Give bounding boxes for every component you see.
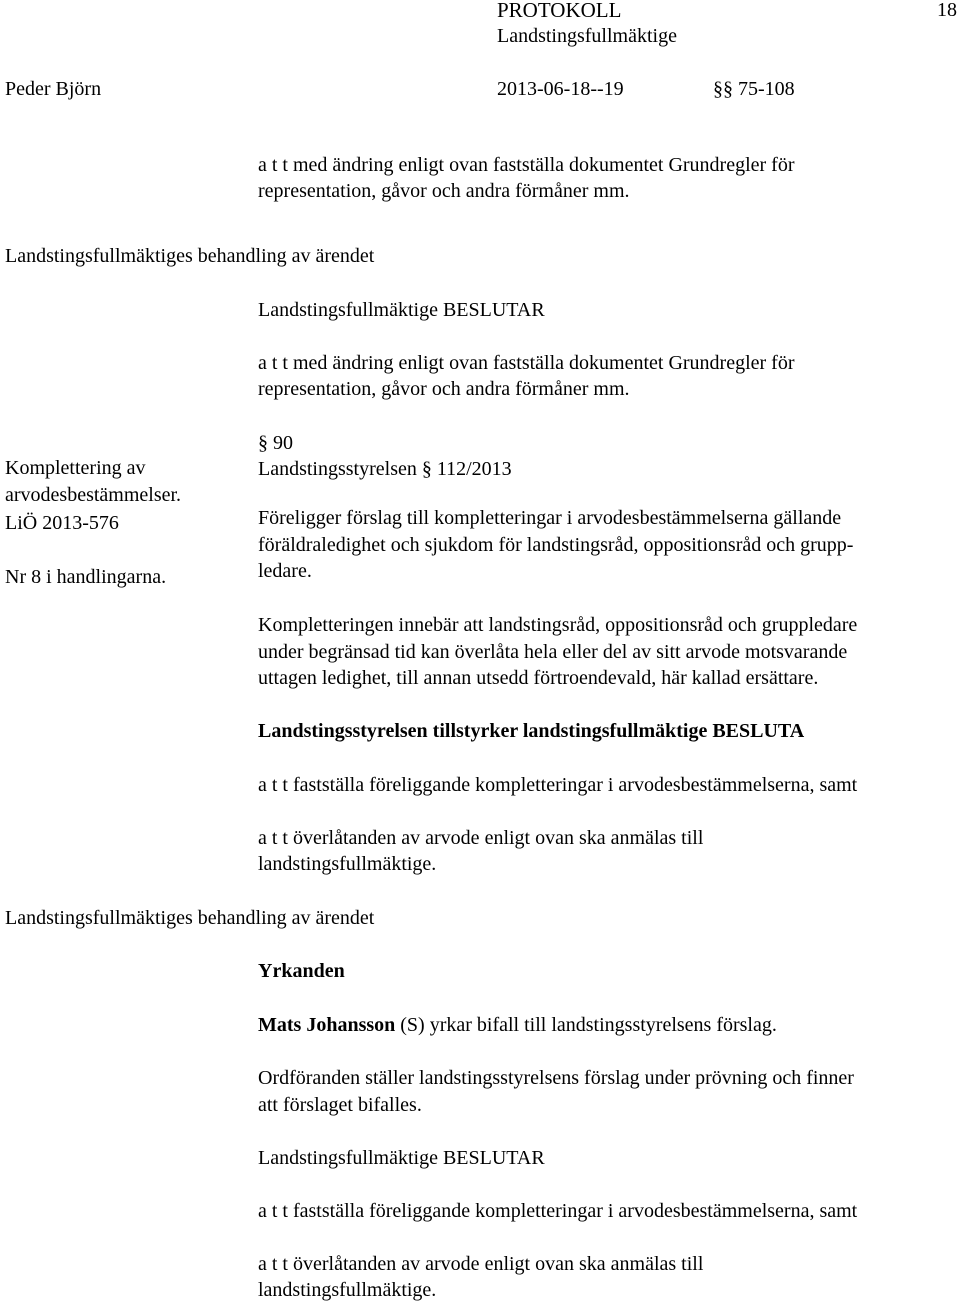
motion-text: (S) yrkar bifall till landstingsstyrelsens förslag. [395, 1014, 777, 1036]
handling-heading: Landstingsfullmäktiges behandling av ärendet [5, 907, 375, 929]
prev-att-decision-line: representation, gåvor och andra förmåner mm. [258, 378, 630, 400]
prev-att-decision-line: a t t med ändring enligt ovan fastställa dokumentet Grundregler för [258, 352, 795, 374]
section-number: § 90 [258, 432, 293, 454]
intro-paragraph-line: föräldraledighet och sjukdom för landstingsråd, oppositionsråd och grupp- [258, 534, 854, 556]
margin-note-attachment: Nr 8 i handlingarna. [5, 566, 167, 588]
chair-paragraph-line: att förslaget bifalles. [258, 1094, 422, 1116]
decision-att-clause: a t t fastställa föreliggande kompletteringar i arvodesbestämmelserna, samt [258, 1200, 858, 1222]
proposal-att-clause: a t t fastställa föreliggande kompletteringar i arvodesbestämmelserna, samt [258, 774, 858, 796]
decision-att-clause-line: landstingsfullmäktige. [258, 1279, 437, 1301]
page-number: 18 [937, 0, 957, 21]
motions-heading: Yrkanden [258, 960, 345, 982]
proposal-att-clause-line: a t t överlåtanden av arvode enligt ovan ska anmälas till [258, 827, 704, 849]
intro-paragraph-line: Föreligger förslag till kompletteringar i arvodesbestämmelserna gällande [258, 507, 842, 529]
signatory: Peder Björn [5, 78, 102, 100]
decision-att-clause-line: a t t överlåtanden av arvode enligt ovan ska anmälas till [258, 1253, 704, 1275]
margin-note-line: arvodesbestämmelser. [5, 484, 182, 506]
decision-heading: Landstingsfullmäktige BESLUTAR [258, 299, 545, 321]
chair-paragraph-line: Ordföranden ställer landstingsstyrelsens förslag under prövning och finner [258, 1067, 854, 1089]
explanation-paragraph-line: under begränsad tid kan överlåta hela eller del av sitt arvode motsvarande [258, 641, 848, 663]
margin-note-line: LiÖ 2013-576 [5, 512, 119, 534]
explanation-paragraph-line: uttagen ledighet, till annan utsedd förtroendevald, här kallad ersättare. [258, 667, 819, 689]
proposal-heading: Landstingsstyrelsen tillstyrker landstingsfullmäktige BESLUTA [258, 720, 805, 742]
prev-att-motion-line: a t t med ändring enligt ovan fastställa dokumentet Grundregler för [258, 154, 795, 176]
prev-att-motion-line: representation, gåvor och andra förmåner mm. [258, 180, 630, 202]
handling-heading: Landstingsfullmäktiges behandling av ärendet [5, 245, 375, 267]
decision-heading: Landstingsfullmäktige BESLUTAR [258, 1147, 545, 1169]
section-range: §§ 75-108 [713, 78, 795, 100]
proposal-att-clause-line: landstingsfullmäktige. [258, 853, 437, 875]
intro-paragraph-line: ledare. [258, 560, 312, 582]
section-reference: Landstingsstyrelsen § 112/2013 [258, 458, 512, 480]
meeting-dates: 2013-06-18--19 [497, 78, 624, 100]
body-name: Landstingsfullmäktige [497, 25, 677, 47]
document-type: PROTOKOLL [497, 0, 622, 22]
explanation-paragraph-line: Kompletteringen innebär att landstingsråd, oppositionsråd och gruppledare [258, 614, 858, 636]
motion-line [258, 1012, 777, 1038]
motion-name: Mats Johansson [258, 1014, 396, 1036]
margin-note-line: Komplettering av [5, 457, 146, 479]
